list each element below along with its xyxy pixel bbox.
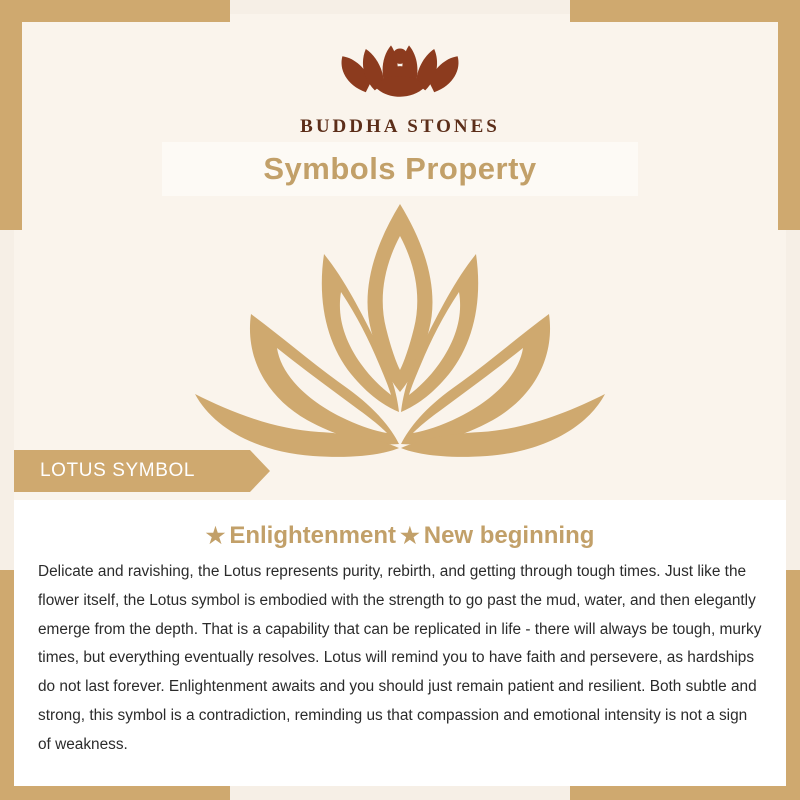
lotus-flower-icon [185, 196, 615, 466]
lotus-meditating-figure-icon [310, 22, 490, 112]
page-title: Symbols Property [263, 151, 537, 186]
brand-block [0, 22, 800, 138]
lotus-symbol-ribbon [14, 450, 250, 492]
headline [14, 522, 786, 550]
description-panel [14, 500, 786, 786]
description-paragraph: Delicate and ravishing, the Lotus represents purity, rebirth, and getting through tough times. Just like the flower itself, the Lotus symbol is embodied with the strength to go past the mud, water, and then elegantly emerge from the depth. That is a capability that can be replicated in life - there will always be tough, murky times, but everything eventually resolves. Lotus will remind you to have faith and persevere, as hardships do not last forever. Enlightenment awaits and you should just remain patient and resilient. Both subtle and strong, this symbol is a contradiction, reminding us that compassion and emotional intensity is not a sign of weakness. [38, 563, 762, 753]
corner-frame-top-right-horizontal [570, 0, 800, 22]
brand-name: BUDDHA STONES [300, 116, 500, 137]
headline-keyword-enlightenment: Enlightenment [229, 522, 396, 549]
title-banner [162, 142, 638, 196]
ribbon-label: LOTUS SYMBOL [40, 460, 196, 481]
star-icon-middle: ★ [400, 523, 420, 548]
corner-frame-top-left-horizontal [0, 0, 230, 22]
star-icon-left: ★ [205, 523, 226, 548]
headline-keyword-new-beginning: New beginning [423, 522, 595, 549]
